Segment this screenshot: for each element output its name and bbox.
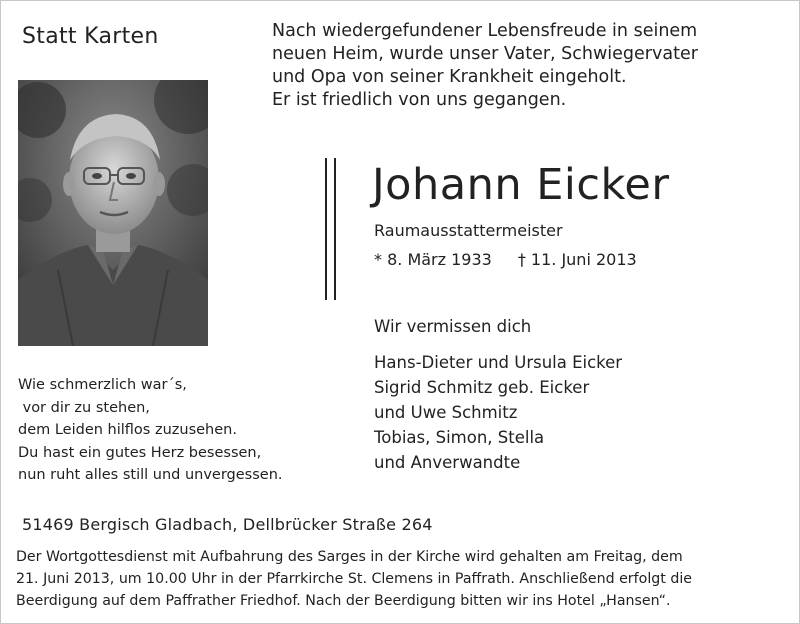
poem-line: Du hast ein gutes Herz besessen, — [18, 444, 262, 461]
mourner-line: Hans-Dieter und Ursula Eicker — [374, 353, 623, 372]
poem-line: vor dir zu stehen, — [18, 399, 150, 416]
poem — [18, 374, 283, 487]
portrait-illustration — [18, 80, 208, 346]
mourner-line: Tobias, Simon, Stella — [374, 428, 545, 447]
vertical-divider-right — [334, 158, 336, 300]
statt-karten-label: Statt Karten — [22, 24, 159, 49]
deceased-profession: Raumausstattermeister — [374, 221, 563, 240]
mourners-list — [374, 350, 622, 475]
vertical-divider-left — [325, 158, 327, 300]
mourner-line: Sigrid Schmitz geb. Eicker — [374, 378, 590, 397]
deceased-name: Johann Eicker — [372, 160, 670, 210]
portrait-photo — [18, 80, 208, 346]
service-line: 21. Juni 2013, um 10.00 Uhr in der Pfarrkirche St. Clemens in Paffrath. Anschließend erfolgt die — [16, 571, 693, 587]
intro-text — [272, 20, 698, 112]
life-dates — [374, 250, 637, 269]
intro-line: Nach wiedergefundener Lebensfreude in seinem — [272, 21, 698, 41]
poem-line: Wie schmerzlich war´s, — [18, 377, 187, 393]
intro-line: Er ist friedlich von uns gegangen. — [272, 90, 567, 110]
mourners-heading: Wir vermissen dich — [374, 317, 532, 336]
birth-date: * 8. März 1933 — [374, 250, 492, 269]
service-line: Beerdigung auf dem Paffrather Friedhof. Nach der Beerdigung bitten wir ins Hotel „Hansen“. — [16, 593, 671, 609]
family-address: 51469 Bergisch Gladbach, Dellbrücker Straße 264 — [22, 515, 433, 534]
service-details — [16, 546, 786, 612]
poem-line: dem Leiden hilflos zuzusehen. — [18, 422, 237, 438]
intro-line: neuen Heim, wurde unser Vater, Schwiegervater — [272, 44, 698, 64]
mourner-line: und Anverwandte — [374, 453, 521, 472]
poem-line: nun ruht alles still und unvergessen. — [18, 467, 283, 483]
service-line: Der Wortgottesdienst mit Aufbahrung des Sarges in der Kirche wird gehalten am Freitag, dem — [16, 549, 683, 565]
intro-line: und Opa von seiner Krankheit eingeholt. — [272, 67, 627, 87]
death-date: † 11. Juni 2013 — [517, 250, 637, 269]
mourner-line: und Uwe Schmitz — [374, 403, 518, 422]
